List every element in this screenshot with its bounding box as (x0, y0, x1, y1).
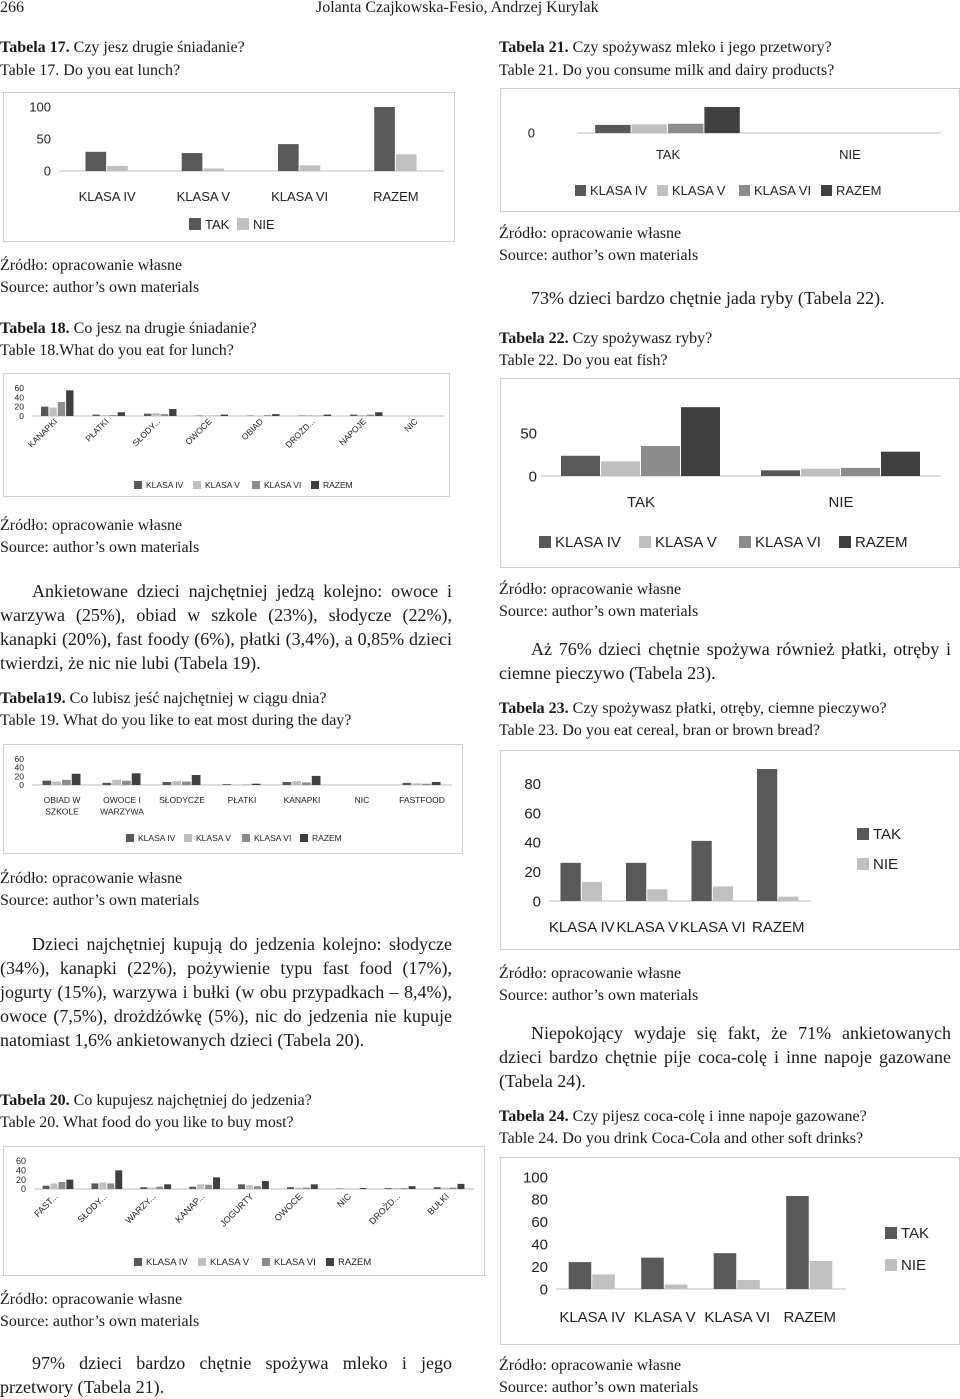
y-tick-label: 50 (37, 132, 51, 147)
bar-klasa-v-płatki (101, 415, 108, 416)
legend-swatch-klasa-iv (575, 185, 586, 196)
bar-klasa-iv-bułki (434, 1187, 441, 1189)
category-label: BUŁKI (426, 1191, 451, 1216)
bar-razem-jogurty (262, 1181, 269, 1189)
bar-tak-klasa-v (641, 1258, 664, 1289)
legend-label-klasa-v: KLASA V (655, 534, 717, 551)
bar-razem-nic (360, 1188, 367, 1189)
bar-klasa-iv-napoje (350, 415, 357, 416)
bar-klasa-iv-płatki (93, 415, 100, 416)
bar-tak-klasa-v (626, 863, 646, 901)
legend-label-klasa-v: KLASA V (205, 480, 240, 490)
y-tick-label: 40 (531, 1236, 548, 1253)
legend-swatch-razem (300, 834, 308, 842)
category-label: NIE (839, 147, 861, 162)
category-label: KLASA VI (704, 1309, 770, 1326)
bar-klasa-iv-owoce (287, 1187, 294, 1189)
bar-razem-napoje (375, 412, 382, 416)
legend-label-razem: RAZEM (312, 833, 342, 843)
bar-razem-drożd (409, 1186, 416, 1189)
category-label: KANAP... (173, 1191, 206, 1224)
bar-razem-owoce (311, 1184, 318, 1189)
bar-razem-warzy (164, 1184, 171, 1189)
legend-swatch-nie (885, 1259, 897, 1271)
y-tick-label: 60 (15, 383, 25, 393)
bar-klasa-iv-płatki (223, 784, 232, 785)
bar-klasa-iv-kanapki (41, 407, 48, 416)
bar-klasa-v-drożd (393, 1188, 400, 1189)
legend-swatch-klasa-vi (262, 1258, 270, 1266)
legend-label-razem: RAZEM (338, 1257, 371, 1268)
y-tick-label: 60 (16, 1156, 26, 1166)
bar-razem-tak (704, 107, 739, 133)
bar-tak-razem (374, 107, 395, 171)
bar-tak-razem (757, 769, 777, 901)
y-tick-label: 100 (523, 1169, 548, 1186)
category-label: KLASA V (616, 919, 678, 936)
chart-table-20 (3, 1146, 485, 1276)
bar-nie-klasa-vi (713, 886, 733, 901)
bar-nie-klasa-v (203, 168, 224, 171)
bar-razem-obiad-w-szkole (72, 774, 81, 785)
source-en: Source: author’s own materials (0, 277, 199, 299)
legend-swatch-klasa-vi (252, 481, 260, 489)
page-number: 266 (0, 0, 24, 19)
bar-klasa-vi-kanapki (302, 782, 311, 785)
legend-swatch-nie (857, 858, 869, 870)
category-label: OBIAD W (44, 795, 81, 805)
category-label: FASTFOOD (399, 795, 445, 805)
category-label: TAK (627, 494, 655, 511)
category-label: NIE (828, 494, 853, 511)
bar-klasa-vi-napoje (367, 415, 374, 416)
bar-razem-fast (66, 1180, 73, 1189)
category-label: DROŻD... (283, 416, 316, 449)
bar-klasa-iv-fastfood (403, 783, 412, 785)
legend-swatch-klasa-iv (134, 481, 142, 489)
category-label: NIC (355, 795, 370, 805)
category-label: NIC (335, 1191, 353, 1209)
legend-label-tak: TAK (205, 217, 230, 232)
source-pl: Źródło: opracowanie własne (0, 515, 182, 537)
y-tick-label: 0 (44, 164, 51, 179)
chart-table-24 (500, 1157, 960, 1345)
y-tick-label: 60 (15, 754, 25, 764)
table-19-caption-pl: Tabela19. Co lubisz jeść najchętniej w ciągu dnia? (0, 688, 326, 710)
bar-klasa-vi-obiad-w-szkole (62, 780, 71, 785)
bar-nie-klasa-v (665, 1285, 688, 1289)
bar-klasa-vi-warzy (156, 1187, 163, 1189)
category-label: FAST... (32, 1191, 60, 1219)
y-tick-label: 0 (528, 126, 535, 141)
bar-klasa-v-tak (601, 461, 640, 476)
bar-klasa-v-owoce (295, 1188, 302, 1189)
bar-razem-płatki (252, 784, 261, 785)
legend-swatch-klasa-v (193, 481, 201, 489)
bar-klasa-iv-tak (561, 456, 600, 476)
bar-razem-kanapki (66, 390, 73, 416)
bar-klasa-iv-kanapki (283, 782, 292, 785)
y-tick-label: 80 (531, 1192, 548, 1209)
bar-klasa-v-bułki (442, 1188, 449, 1189)
legend-swatch-klasa-iv (134, 1258, 142, 1266)
bar-tak-klasa-iv (569, 1262, 592, 1289)
bar-razem-kanap (213, 1177, 220, 1189)
y-tick-label: 0 (533, 893, 541, 910)
bar-klasa-v-drożd (307, 415, 314, 416)
bar-klasa-vi-tak (641, 446, 680, 476)
table-21-caption-pl: Tabela 21. Czy spożywasz mleko i jego przetwory? (499, 37, 832, 59)
legend-swatch-klasa-v (184, 834, 192, 842)
legend-label-klasa-iv: KLASA IV (555, 534, 621, 551)
bar-klasa-v-obiad-w-szkole (52, 782, 61, 785)
chart-table-22 (500, 378, 960, 568)
bar-klasa-iv-warzy (140, 1187, 147, 1189)
legend-swatch-klasa-v (198, 1258, 206, 1266)
source-pl: Źródło: opracowanie własne (0, 255, 182, 277)
category-label: KLASA IV (559, 1309, 625, 1326)
bar-tak-klasa-iv (85, 152, 106, 171)
category-label-line2: SZKOLE (45, 807, 79, 817)
bar-klasa-v-fast (51, 1183, 58, 1189)
category-label: OBIAD (239, 416, 265, 442)
legend-label-klasa-vi: KLASA VI (264, 480, 301, 490)
bar-nie-razem (396, 154, 417, 171)
bar-klasa-vi-słodycze (182, 782, 191, 785)
bar-klasa-vi-obiad (264, 415, 271, 416)
table-20-caption-en: Table 20. What food do you like to buy most? (0, 1112, 294, 1134)
bar-klasa-vi-fastfood (422, 784, 431, 785)
bar-klasa-vi-drożd (401, 1188, 408, 1189)
legend-label-tak: TAK (901, 1225, 929, 1242)
bar-klasa-vi-bułki (450, 1188, 457, 1189)
category-label: KLASA VI (271, 189, 328, 204)
bar-klasa-v-jogurty (246, 1185, 253, 1189)
y-tick-label: 100 (29, 100, 51, 115)
y-tick-label: 0 (540, 1281, 548, 1298)
table-22-caption-en: Table 22. Do you eat fish? (499, 350, 668, 372)
bar-razem-słodycze (192, 775, 201, 785)
legend-swatch-klasa-vi (242, 834, 250, 842)
paragraph: Niepokojący wydaje się fakt, że 71% ankietowanych dzieci bardzo chętnie pije coca-colę i inne napoje gazowane (Tabela 24). (499, 1021, 951, 1093)
legend-swatch-klasa-v (657, 185, 668, 196)
bar-klasa-iv-słody (91, 1183, 98, 1189)
category-label: RAZEM (373, 189, 419, 204)
legend-swatch-klasa-iv (539, 536, 551, 548)
y-tick-label: 80 (524, 776, 541, 793)
y-tick-label: 0 (19, 411, 24, 421)
bar-klasa-v-kanapki (292, 781, 301, 785)
source-pl: Źródło: opracowanie własne (499, 223, 681, 245)
legend-label-tak: TAK (873, 826, 901, 843)
bar-razem-drożd (324, 415, 331, 416)
source-pl: Źródło: opracowanie własne (0, 868, 182, 890)
table-18-caption-pl: Tabela 18. Co jesz na drugie śniadanie? (0, 318, 257, 340)
legend-label-klasa-vi: KLASA VI (754, 183, 811, 198)
legend-label-klasa-v: KLASA V (672, 183, 726, 198)
bar-klasa-iv-słody (144, 414, 151, 416)
y-tick-label: 20 (531, 1259, 548, 1276)
bar-nie-klasa-iv (582, 882, 602, 901)
category-label: RAZEM (752, 919, 805, 936)
y-tick-label: 0 (19, 780, 24, 790)
y-tick-label: 40 (15, 763, 25, 773)
category-label: KANAPKI (284, 795, 321, 805)
legend-label-klasa-v: KLASA V (210, 1257, 250, 1268)
legend-swatch-razem (839, 536, 851, 548)
category-label: PŁATKI (83, 416, 110, 443)
bar-klasa-v-warzy (148, 1188, 155, 1189)
bar-klasa-iv-nie (761, 470, 800, 476)
category-label: OWOCE (183, 416, 214, 447)
chart-table-18 (3, 373, 450, 497)
bar-nie-klasa-vi (300, 165, 321, 171)
source-en: Source: author’s own materials (499, 1377, 698, 1399)
chart-table-17 (3, 92, 455, 242)
legend-label-klasa-vi: KLASA VI (254, 833, 291, 843)
category-label: KLASA IV (79, 189, 136, 204)
source-en: Source: author’s own materials (499, 601, 698, 623)
category-label: KLASA IV (549, 919, 615, 936)
bar-klasa-vi-płatki (109, 415, 116, 416)
y-tick-label: 40 (16, 1165, 26, 1175)
bar-razem-fastfood (432, 782, 441, 785)
bar-tak-klasa-vi (714, 1253, 737, 1289)
bar-klasa-v-kanapki (49, 408, 56, 416)
y-tick-label: 20 (16, 1175, 26, 1185)
bar-klasa-iv-obiad-w-szkole (43, 781, 52, 785)
y-tick-label: 40 (15, 392, 25, 402)
source-en: Source: author’s own materials (499, 245, 698, 267)
bar-klasa-vi-nie (841, 468, 880, 476)
y-tick-label: 20 (524, 864, 541, 881)
legend-label-klasa-vi: KLASA VI (755, 534, 821, 551)
bar-klasa-v-owoce-i-warzywa (112, 780, 121, 785)
bar-razem-nie (881, 452, 920, 476)
bar-klasa-vi-fast (58, 1182, 65, 1189)
category-label: KANAPKI (26, 416, 59, 449)
bar-tak-klasa-iv (560, 863, 580, 901)
bar-klasa-v-słody (99, 1182, 106, 1189)
category-label: PŁATKI (228, 795, 257, 805)
table-24-caption-en: Table 24. Do you drink Coca-Cola and other soft drinks? (499, 1128, 863, 1150)
bar-nie-klasa-iv (107, 166, 128, 171)
table-23-caption-en: Table 23. Do you eat cereal, bran or brown bread? (499, 720, 820, 742)
bar-razem-słody (115, 1170, 122, 1189)
legend-label-klasa-v: KLASA V (196, 833, 231, 843)
legend-swatch-tak (857, 828, 869, 840)
category-label: OWOCE I (103, 795, 141, 805)
bar-nie-klasa-vi (737, 1280, 760, 1289)
bar-klasa-iv-drożd (385, 1188, 392, 1189)
table-17-caption-en: Table 17. Do you eat lunch? (0, 60, 180, 82)
bar-tak-klasa-v (182, 153, 203, 171)
legend-label-nie: NIE (253, 217, 275, 232)
legend-label-razem: RAZEM (855, 534, 908, 551)
category-label: JOGURTY (218, 1191, 255, 1228)
category-label: DROŻD... (367, 1191, 402, 1226)
table-18-caption-en: Table 18.What do you eat for lunch? (0, 340, 234, 362)
bar-klasa-vi-tak (668, 124, 703, 133)
source-pl: Źródło: opracowanie własne (499, 579, 681, 601)
bar-klasa-iv-owoce-i-warzywa (103, 783, 112, 785)
paragraph: 73% dzieci bardzo chętnie jada ryby (Tabela 22). (499, 286, 954, 310)
source-pl: Źródło: opracowanie własne (499, 963, 681, 985)
bar-klasa-v-nie (801, 469, 840, 476)
bar-klasa-iv-tak (595, 125, 630, 133)
legend-swatch-razem (821, 185, 832, 196)
bar-klasa-vi-jogurty (254, 1186, 261, 1189)
bar-nie-razem (810, 1261, 833, 1289)
running-header: Jolanta Czajkowska-Fesio, Andrzej Kurylak (316, 0, 599, 19)
paragraph: Dzieci najchętniej kupują do jedzenia kolejno: słodycze (34%), kanapki (22%), pożywienie typu fast food (17%), jogurty (15%), warzywa i bułki (w obu przypadkach – 8,4%), owoce (7,5%), drożdżówkę (5%), nic do jedzenia nie kupuje natomiast 1,6% ankietowanych dzieci (Tabela 20). (0, 932, 452, 1052)
bar-razem-tak (681, 407, 720, 476)
bar-nie-razem (778, 897, 798, 901)
source-en: Source: author’s own materials (0, 890, 199, 912)
bar-tak-klasa-vi (278, 144, 299, 171)
category-label: RAZEM (784, 1309, 837, 1326)
y-tick-label: 0 (529, 468, 537, 485)
legend-swatch-klasa-vi (739, 185, 750, 196)
y-tick-label: 20 (15, 402, 25, 412)
bar-klasa-vi-słody (107, 1183, 114, 1189)
y-tick-label: 0 (21, 1184, 26, 1194)
category-label: KLASA V (634, 1309, 696, 1326)
legend-swatch-tak (885, 1227, 897, 1239)
table-22-caption-pl: Tabela 22. Czy spożywasz ryby? (499, 328, 712, 350)
category-label: SŁODY... (130, 416, 162, 448)
bar-razem-kanapki (312, 776, 321, 785)
legend-label-klasa-iv: KLASA IV (146, 1257, 188, 1268)
source-pl: Źródło: opracowanie własne (499, 1355, 681, 1377)
table-21-caption-en: Table 21. Do you consume milk and dairy products? (499, 60, 834, 82)
category-label: OWOCE (272, 1191, 304, 1223)
bar-klasa-vi-słody (161, 414, 168, 416)
source-en: Source: author’s own materials (0, 537, 199, 559)
legend-swatch-klasa-vi (739, 536, 751, 548)
bar-klasa-v-fastfood (412, 783, 421, 785)
chart-table-19 (3, 744, 463, 854)
bar-tak-razem (786, 1196, 809, 1289)
legend-swatch-razem (311, 481, 319, 489)
legend-label-klasa-iv: KLASA IV (590, 183, 647, 198)
bar-klasa-iv-słodycze (163, 782, 172, 785)
bar-klasa-vi-kanapki (58, 402, 65, 416)
bar-klasa-v-słodycze (172, 781, 181, 785)
y-tick-label: 40 (524, 835, 541, 852)
bar-razem-obiad (272, 414, 279, 416)
table-17-caption-pl: Tabela 17. Czy jesz drugie śniadanie? (0, 37, 245, 59)
bar-klasa-v-kanap (197, 1184, 204, 1189)
chart-table-23 (500, 750, 960, 950)
bar-razem-bułki (458, 1184, 465, 1189)
bar-razem-słody (169, 409, 176, 416)
legend-swatch-klasa-v (639, 536, 651, 548)
category-label: KLASA VI (680, 919, 746, 936)
bar-klasa-vi-kanap (205, 1185, 212, 1189)
legend-swatch-razem (326, 1258, 334, 1266)
bar-klasa-iv-jogurty (238, 1184, 245, 1189)
source-en: Source: author’s own materials (0, 1311, 199, 1333)
table-20-caption-pl: Tabela 20. Co kupujesz najchętniej do jedzenia? (0, 1090, 312, 1112)
legend-label-razem: RAZEM (323, 480, 353, 490)
legend-label-klasa-iv: KLASA IV (146, 480, 184, 490)
bar-klasa-v-napoje (358, 415, 365, 416)
source-en: Source: author’s own materials (499, 985, 698, 1007)
y-tick-label: 60 (524, 805, 541, 822)
category-label: KLASA V (177, 189, 231, 204)
paragraph: 97% dzieci bardzo chętnie spożywa mleko i jego przetwory (Tabela 21). (0, 1351, 452, 1399)
category-label: SŁODY... (76, 1191, 109, 1224)
bar-razem-płatki (118, 412, 125, 416)
bar-klasa-iv-kanap (189, 1187, 196, 1189)
y-tick-label: 20 (15, 771, 25, 781)
bar-klasa-v-tak (632, 124, 667, 133)
category-label: NIC (402, 416, 419, 433)
bar-tak-klasa-vi (691, 841, 711, 901)
source-pl: Źródło: opracowanie własne (0, 1289, 182, 1311)
table-19-caption-en: Table 19. What do you like to eat most during the day? (0, 710, 351, 732)
y-tick-label: 60 (531, 1214, 548, 1231)
bar-nie-klasa-iv (592, 1274, 615, 1289)
legend-label-razem: RAZEM (836, 183, 882, 198)
category-label: NAPOJE (337, 416, 368, 447)
bar-nie-klasa-v (647, 889, 667, 901)
bar-klasa-v-słody (152, 413, 159, 416)
category-label-line2: WARZYWA (100, 807, 144, 817)
bar-klasa-iv-fast (43, 1186, 50, 1189)
bar-klasa-vi-owoce-i-warzywa (122, 781, 131, 785)
chart-table-21 (500, 88, 960, 212)
y-tick-label: 50 (520, 425, 537, 442)
legend-swatch-nie (237, 218, 249, 230)
legend-label-klasa-vi: KLASA VI (274, 1257, 316, 1268)
category-label: SŁODYCZE (159, 795, 205, 805)
category-label: WARZY... (123, 1191, 157, 1225)
legend-label-nie: NIE (873, 856, 898, 873)
category-label: TAK (656, 147, 681, 162)
bar-razem-owoce (221, 415, 228, 416)
bar-klasa-vi-owoce (303, 1188, 310, 1189)
legend-label-klasa-iv: KLASA IV (138, 833, 176, 843)
paragraph: Aż 76% dzieci chętnie spożywa również płatki, otręby i ciemne pieczywo (Tabela 23). (499, 637, 951, 685)
legend-label-nie: NIE (901, 1257, 926, 1274)
table-23-caption-pl: Tabela 23. Czy spożywasz płatki, otręby, ciemne pieczywo? (499, 698, 887, 720)
bar-razem-owoce-i-warzywa (132, 773, 141, 785)
table-24-caption-pl: Tabela 24. Czy pijesz coca-colę i inne napoje gazowane? (499, 1106, 867, 1128)
legend-swatch-tak (189, 218, 201, 230)
paragraph: Ankietowane dzieci najchętniej jedzą kolejno: owoce i warzywa (25%), obiad w szkole (23%), słodycze (22%), kanapki (20%), fast foody (6%), płatki (3,4%), a 0,85% dzieci twierdzi, że nic nie lubi (Tabela 19). (0, 579, 452, 675)
legend-swatch-klasa-iv (126, 834, 134, 842)
